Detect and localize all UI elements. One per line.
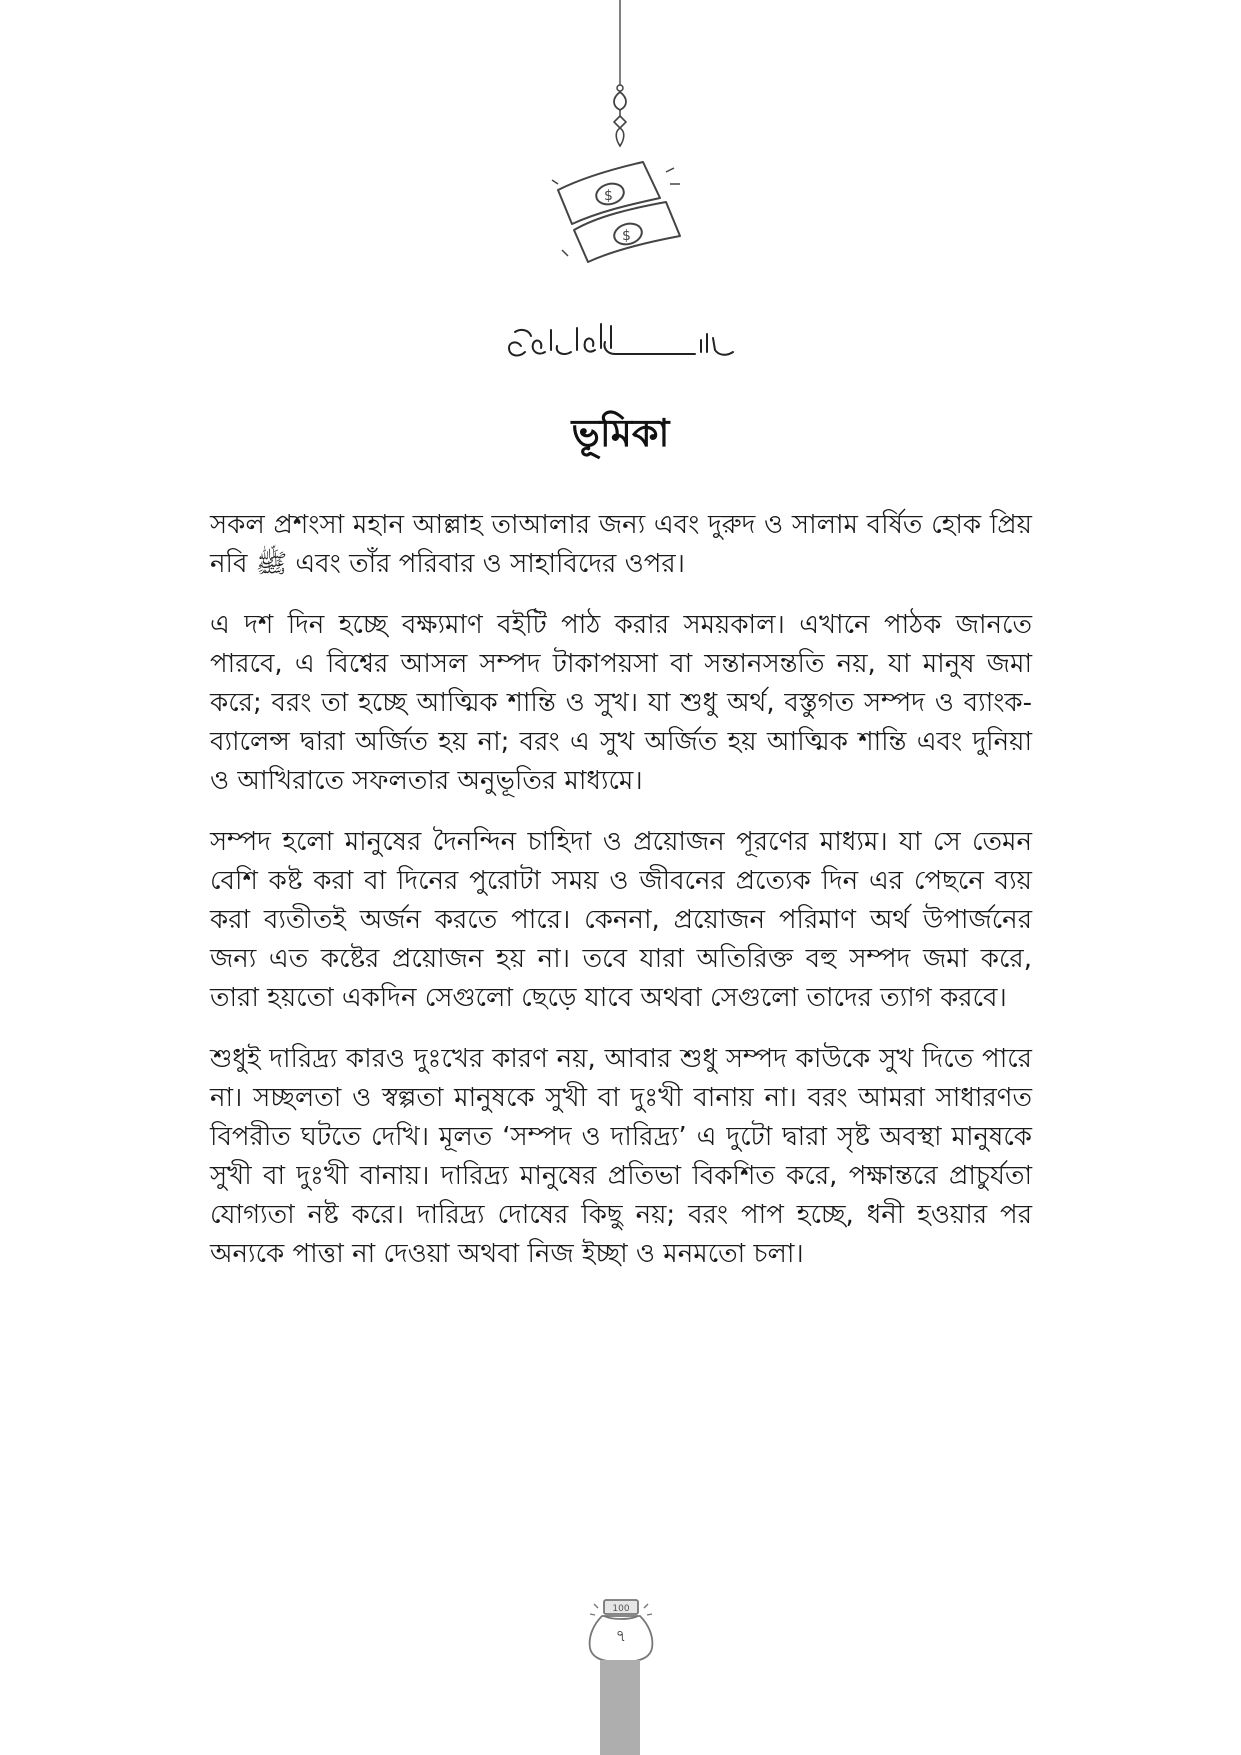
paragraph: এ দশ দিন হচ্ছে বক্ষ্যমাণ বইটি পাঠ করার সময়কাল। এখানে পাঠক জানতে পারবে, এ বিশ্বের আসল সম্পদ টাকাপয়সা বা সন্তানসন্ততি নয়, যা মানুষ জমা করে; বরং তা হচ্ছে আত্মিক শান্তি ও সুখ। যা শুধু অর্থ, বস্তুগত সম্পদ ও ব্যাংক-ব্যালেন্স দ্বারা অর্জিত হয় না; বরং এ সুখ অর্জিত হয় আত্মিক শান্তি এবং দুনিয়া ও আখিরাতে সফলতার অনুভূতির মাধ্যমে। bbox=[210, 610, 1032, 796]
hanging-ornament-icon bbox=[570, 0, 670, 150]
paragraph: সম্পদ হলো মানুষের দৈনন্দিন চাহিদা ও প্রয়োজন পূরণের মাধ্যম। যা সে তেমন বেশি কষ্ট করা বা দিনের পুরোটা সময় ও জীবনের প্রত্যেক দিন এর পেছনে ব্যয় করা ব্যতীতই অর্জন করতে পারে। কেননা, প্রয়োজন পরিমাণ অর্থ উপার্জনের জন্য এত কষ্টের প্রয়োজন হয় না। তবে যারা অতিরিক্ত বহু সম্পদ জমা করে, তারা হয়তো একদিন সেগুলো ছেড়ে যাবে অথবা সেগুলো তাদের ত্যাগ করবে। bbox=[210, 827, 1032, 1013]
page-number: ৭ bbox=[615, 1626, 627, 1645]
svg-text:$: $ bbox=[622, 228, 631, 244]
paragraph: শুধুই দারিদ্র্য কারও দুঃখের কারণ নয়, আবার শুধু সম্পদ কাউকে সুখ দিতে পারে না। সচ্ছলতা ও স্বল্পতা মানুষকে সুখী বা দুঃখী বানায় না। বরং আমরা সাধারণত বিপরীত ঘটতে দেখি। মূলত ‘সম্পদ ও দারিদ্র্য’ এ দুটো দ্বারা সৃষ্ট অবস্থা মানুষকে সুখী বা দুঃখী বানায়। দারিদ্র্য মানুষের প্রতিভা বিকশিত করে, পক্ষান্তরে প্রাচুর্যতা যোগ্যতা নষ্ট করে। দারিদ্র্য দোষের কিছু নয়; বরং পাপ হচ্ছে, ধনী হওয়ার পর অন্যকে পাত্তা না দেওয়া অথবা নিজ ইচ্ছা ও মনমতো চলা। bbox=[210, 1044, 1032, 1269]
page-marker-bar bbox=[600, 1660, 640, 1755]
chapter-title: ভূমিকা bbox=[571, 411, 670, 455]
paragraph: সকল প্রশংসা মহান আল্লাহ তাআলার জন্য এবং দুরুদ ও সালাম বর্ষিত হোক প্রিয় নবি ﷺ এবং তাঁর পরিবার ও সাহাবিদের ওপর। bbox=[210, 510, 1032, 579]
page-footer bbox=[580, 1596, 662, 1755]
svg-text:$: $ bbox=[604, 188, 613, 204]
money-bills-icon bbox=[548, 150, 688, 270]
body-text bbox=[210, 506, 1032, 1296]
bismillah-calligraphy-art bbox=[495, 318, 745, 366]
bag-label: 100 bbox=[612, 1604, 630, 1614]
bismillah-calligraphy bbox=[495, 318, 745, 366]
